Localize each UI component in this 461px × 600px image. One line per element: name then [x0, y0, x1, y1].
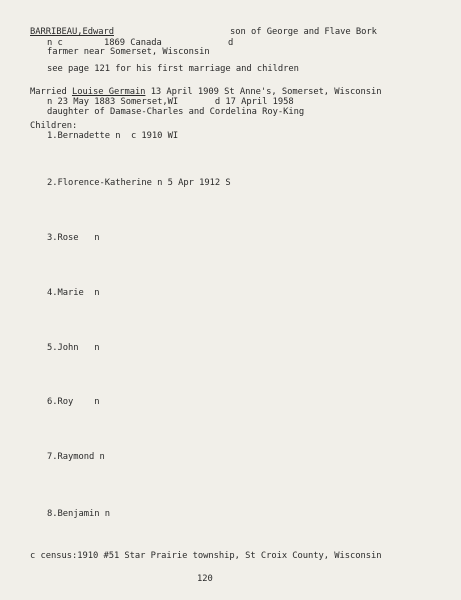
- born-label: n c: [47, 38, 63, 48]
- children-heading: Children:: [30, 121, 78, 131]
- child-entry: 5.John n: [47, 343, 100, 353]
- death-label: d: [228, 38, 234, 48]
- child-entry: 6.Roy n: [47, 397, 100, 407]
- married-label: Married: [30, 87, 67, 97]
- spouse-birth-death: n 23 May 1883 Somerset,WI d 17 April 1958: [47, 97, 294, 107]
- subject-name: BARRIBEAU,Edward: [30, 27, 114, 37]
- child-entry: 7.Raymond n: [47, 452, 105, 462]
- child-entry: 3.Rose n: [47, 233, 100, 243]
- page-number: 120: [197, 574, 213, 584]
- child-entry: 8.Benjamin n: [47, 509, 110, 519]
- spouse-parents: daughter of Damase-Charles and Cordelina Roy-King: [47, 107, 305, 117]
- census-footnote: c census:1910 #51 Star Prairie township, St Croix County, Wisconsin: [30, 551, 382, 561]
- born-year: 1869 Canada: [104, 38, 162, 48]
- see-page-note: see page 121 for his first marriage and children: [47, 64, 299, 74]
- marriage-line: [30, 87, 382, 97]
- parents-line: son of George and Flave Bork: [230, 27, 377, 37]
- child-entry: 1.Bernadette n c 1910 WI: [47, 131, 179, 141]
- occupation-line: farmer near Somerset, Wisconsin: [47, 47, 210, 57]
- child-entry: 4.Marie n: [47, 288, 100, 298]
- child-entry: 2.Florence-Katherine n 5 Apr 1912 S: [47, 178, 231, 188]
- marriage-details: 13 April 1909 St Anne's, Somerset, Wisconsin: [150, 87, 382, 97]
- spouse-name: Louise Germain: [71, 87, 146, 97]
